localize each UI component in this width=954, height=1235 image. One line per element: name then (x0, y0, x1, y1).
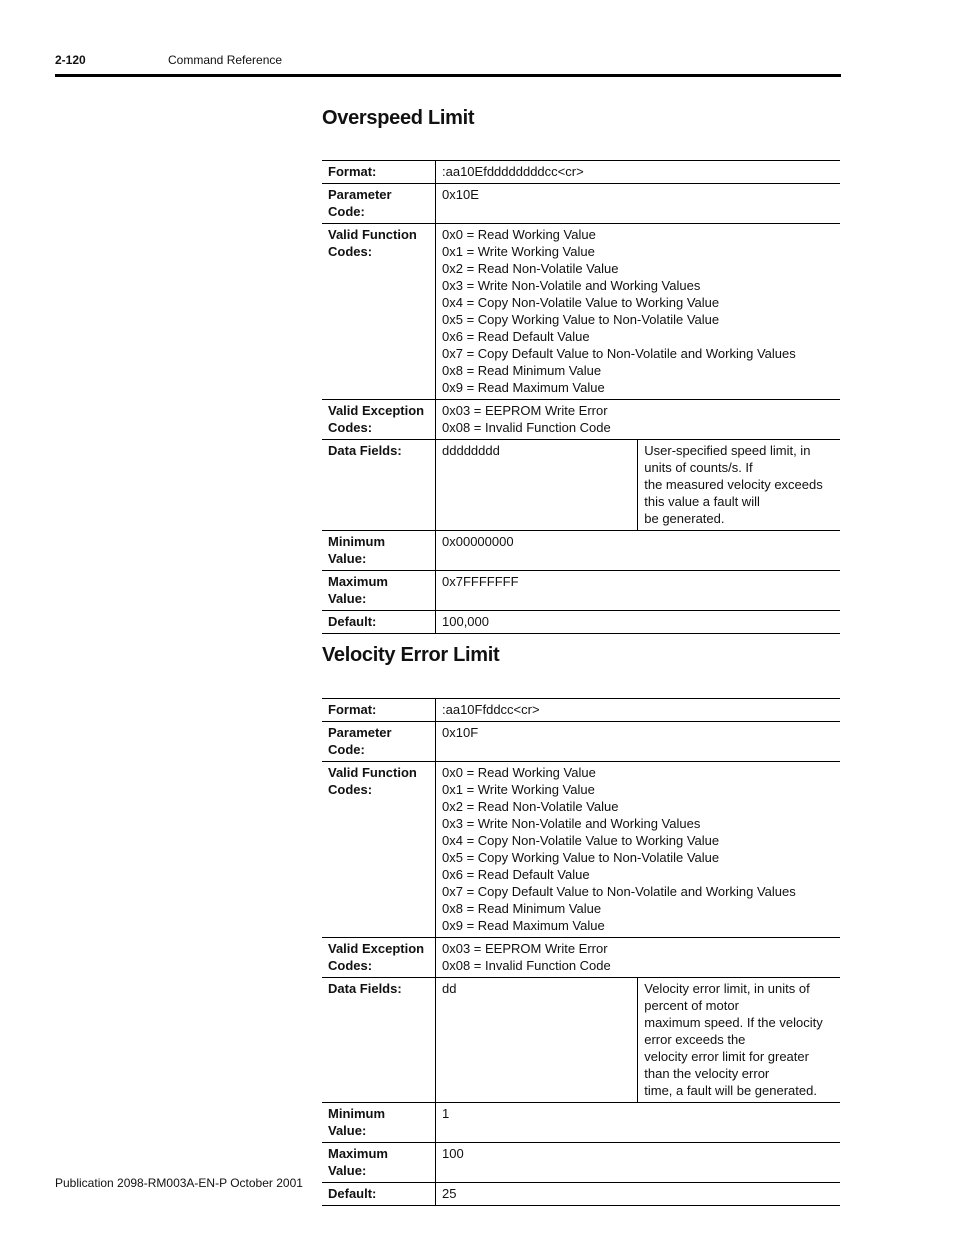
list-item: 0x4 = Copy Non-Volatile Value to Working Value (442, 295, 720, 310)
list-item: 0x1 = Write Working Value (442, 782, 595, 797)
table-row-format (322, 699, 840, 722)
page-footer: Publication 2098-RM003A-EN-P October 2001 (55, 1176, 303, 1190)
table-row-data-fields (322, 978, 840, 1103)
table-row-default (322, 1183, 840, 1206)
parameter-code-value: 0x10F (436, 722, 841, 762)
table-row-maximum-value (322, 571, 840, 611)
list-item: 0x9 = Read Maximum Value (442, 380, 605, 395)
table-row-function-codes (322, 224, 840, 400)
list-item: 0x08 = Invalid Function Code (442, 958, 611, 973)
list-item: 0x3 = Write Non-Volatile and Working Values (442, 278, 701, 293)
list-item: 0x03 = EEPROM Write Error (442, 403, 608, 418)
list-item: 0x08 = Invalid Function Code (442, 420, 611, 435)
exception-codes-label: Valid Exception Codes: (322, 938, 436, 978)
list-item: 0x03 = EEPROM Write Error (442, 941, 608, 956)
table-row-exception-codes (322, 400, 840, 440)
exception-codes-list (436, 400, 841, 440)
data-field-name: dddddddd (436, 440, 638, 531)
function-codes-list (436, 224, 841, 400)
function-codes-label: Valid Function Codes: (322, 224, 436, 400)
list-item: 0x2 = Read Non-Volatile Value (442, 799, 619, 814)
table-row-format (322, 161, 840, 184)
format-label: Format: (322, 161, 436, 184)
maximum-value: 0x7FFFFFFF (436, 571, 841, 611)
exception-codes-label: Valid Exception Codes: (322, 400, 436, 440)
maximum-value-label: Maximum Value: (322, 571, 436, 611)
minimum-value: 0x00000000 (436, 531, 841, 571)
list-item: 0x6 = Read Default Value (442, 867, 590, 882)
table-row-minimum-value (322, 1103, 840, 1143)
exception-codes-list (436, 938, 841, 978)
list-item: 0x5 = Copy Working Value to Non-Volatile Value (442, 850, 720, 865)
running-header-title: Command Reference (168, 53, 283, 67)
default-label: Default: (322, 611, 436, 634)
format-value: :aa10Efddddddddcc<cr> (436, 161, 841, 184)
list-item: 0x2 = Read Non-Volatile Value (442, 261, 619, 276)
section-title-overspeed-limit: Overspeed Limit (322, 107, 475, 129)
maximum-value-label: Maximum Value: (322, 1143, 436, 1183)
data-fields-label: Data Fields: (322, 440, 436, 531)
list-item: 0x6 = Read Default Value (442, 329, 590, 344)
data-field-description: Velocity error limit, in units of percent of motor maximum speed. If the velocity error exceeds the velocity error limit for greater than the velocity error time, a fault will be generated. (638, 978, 840, 1103)
table-row-exception-codes (322, 938, 840, 978)
default-value: 100,000 (436, 611, 841, 634)
section-title-velocity-error-limit: Velocity Error Limit (322, 644, 500, 666)
table-row-function-codes (322, 762, 840, 938)
minimum-value-label: Minimum Value: (322, 1103, 436, 1143)
minimum-value: 1 (436, 1103, 841, 1143)
parameter-code-value: 0x10E (436, 184, 841, 224)
table-row-maximum-value (322, 1143, 840, 1183)
format-label: Format: (322, 699, 436, 722)
parameter-table-overspeed-limit (322, 160, 840, 634)
list-item: 0x9 = Read Maximum Value (442, 918, 605, 933)
list-item: 0x4 = Copy Non-Volatile Value to Working Value (442, 833, 720, 848)
table-row-parameter-code (322, 722, 840, 762)
minimum-value-label: Minimum Value: (322, 531, 436, 571)
list-item: 0x7 = Copy Default Value to Non-Volatile and Working Values (442, 346, 796, 361)
parameter-code-label: Parameter Code: (322, 722, 436, 762)
table-row-data-fields (322, 440, 840, 531)
list-item: 0x8 = Read Minimum Value (442, 363, 602, 378)
maximum-value: 100 (436, 1143, 841, 1183)
format-value: :aa10Ffddcc<cr> (436, 699, 841, 722)
table-row-parameter-code (322, 184, 840, 224)
function-codes-label: Valid Function Codes: (322, 762, 436, 938)
list-item: 0x5 = Copy Working Value to Non-Volatile Value (442, 312, 720, 327)
default-label: Default: (322, 1183, 436, 1206)
list-item: 0x3 = Write Non-Volatile and Working Values (442, 816, 701, 831)
data-fields-label: Data Fields: (322, 978, 436, 1103)
list-item: 0x8 = Read Minimum Value (442, 901, 602, 916)
default-value: 25 (436, 1183, 841, 1206)
list-item: 0x7 = Copy Default Value to Non-Volatile and Working Values (442, 884, 796, 899)
table-row-minimum-value (322, 531, 840, 571)
data-field-name: dd (436, 978, 638, 1103)
parameter-table-velocity-error-limit (322, 698, 840, 1206)
table-row-default (322, 611, 840, 634)
function-codes-list (436, 762, 841, 938)
page-number: 2-120 (55, 53, 86, 67)
list-item: 0x1 = Write Working Value (442, 244, 595, 259)
data-field-description: User-specified speed limit, in units of counts/s. If the measured velocity exceeds this value a fault will be generated. (638, 440, 840, 531)
list-item: 0x0 = Read Working Value (442, 227, 596, 242)
parameter-code-label: Parameter Code: (322, 184, 436, 224)
page-header (55, 52, 841, 77)
list-item: 0x0 = Read Working Value (442, 765, 596, 780)
